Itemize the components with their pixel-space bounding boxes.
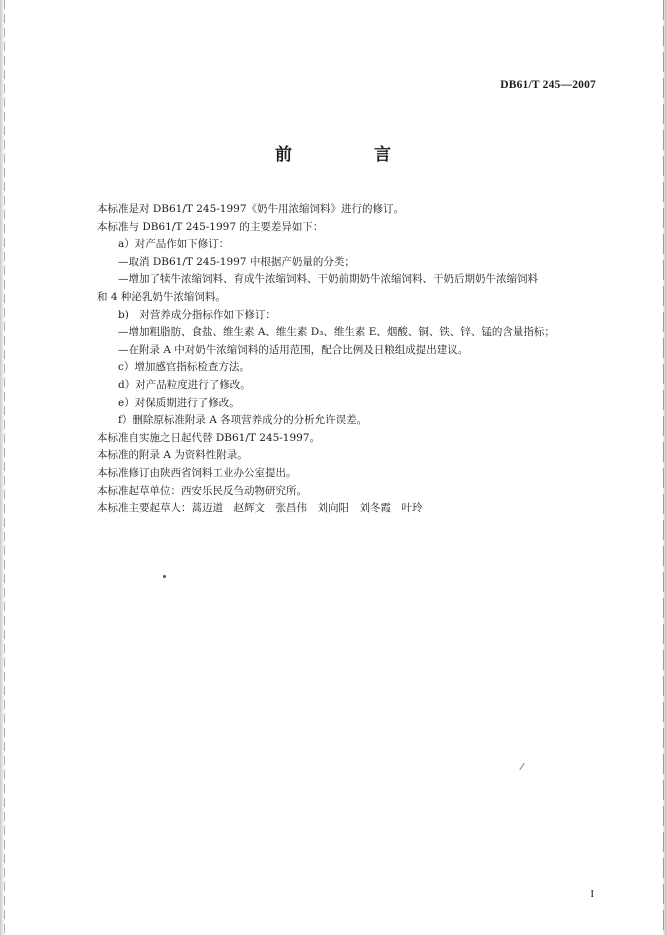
foreword-body — [97, 201, 602, 518]
document-code: DB61/T 245—2007 — [500, 79, 596, 91]
paragraph-line: 本标准与 DB61/T 245-1997 的主要差异如下： — [97, 220, 324, 233]
paragraph-line: f）删除原标准附录 A 各项营养成分的分析允许误差。 — [118, 414, 368, 427]
paragraph-line: 本标准主要起草人：蒿迈道 赵辉文 张昌伟 刘向阳 刘冬霞 叶玲 — [97, 502, 423, 515]
paragraph-line: 和 4 种泌乳奶牛浓缩饲料。 — [97, 290, 226, 303]
paragraph-line: —在附录 A 中对奶牛浓缩饲料的适用范围，配合比例及日粮组成提出建议。 — [118, 343, 469, 356]
paragraph-line: 本标准是对 DB61/T 245-1997《奶牛用浓缩饲料》进行的修订。 — [97, 203, 405, 215]
paragraph-line: c）增加感官指标检查方法。 — [118, 361, 250, 374]
paragraph-line: —增加粗脂肪、食盐、维生素 A、维生素 D₃、维生素 E、烟酸、铜、铁、锌、锰的含量指标； — [118, 326, 555, 339]
paragraph-line: a）对产品作如下修订： — [118, 238, 230, 251]
paragraph-line: d）对产品粒度进行了修改。 — [118, 378, 251, 391]
paragraph-line: 本标准的附录 A 为资料性附录。 — [97, 449, 248, 462]
page-number: I — [590, 888, 594, 900]
paragraph-line: —取消 DB61/T 245-1997 中根据产奶量的分类； — [118, 255, 355, 268]
scan-mark — [519, 763, 524, 770]
paragraph-line: 本标准修订由陕西省饲料工业办公室提出。 — [97, 466, 297, 479]
scan-speck — [163, 575, 166, 578]
paragraph-line: 本标准起草单位：西安乐民反刍动物研究所。 — [97, 484, 307, 497]
paragraph-line: —增加了犊牛浓缩饲料、育成牛浓缩饲料、干奶前期奶牛浓缩饲料、干奶后期奶牛浓缩饲料 — [118, 273, 538, 286]
paragraph-line: b) 对营养成分指标作如下修订： — [118, 308, 276, 321]
page-title: 前 言 — [275, 145, 429, 165]
paragraph-line: e）对保质期进行了修改。 — [118, 396, 240, 409]
paragraph-line: 本标准自实施之日起代替 DB61/T 245-1997。 — [97, 431, 321, 444]
